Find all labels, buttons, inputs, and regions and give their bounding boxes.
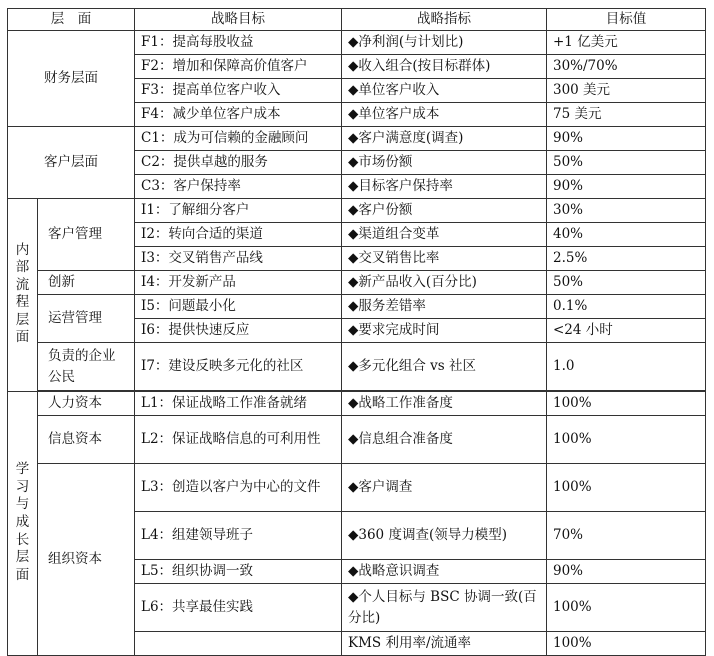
target-cell: 0.1% [547, 295, 706, 319]
target-cell: 100% [547, 632, 706, 656]
target-cell: 100% [547, 392, 706, 416]
group-internal-label: 内部流程层面 [15, 241, 30, 346]
metric-cell: ◆战略意识调查 [342, 560, 547, 584]
metric-cell: KMS 利用率/流通率 [342, 632, 547, 656]
goal-cell: I4：开发新产品 [135, 271, 342, 295]
metric-cell: ◆新产品收入(百分比) [342, 271, 547, 295]
metric-cell: ◆单位客户成本 [342, 103, 547, 127]
goal-cell: I6：提供快速反应 [135, 319, 342, 343]
target-cell: 30% [547, 199, 706, 223]
subgroup-human: 人力资本 [38, 392, 135, 416]
header-metric: 战略指标 [342, 9, 547, 31]
metric-cell: ◆服务差错率 [342, 295, 547, 319]
target-cell: +1 亿美元 [547, 31, 706, 55]
table-row [8, 464, 706, 512]
target-cell: 90% [547, 175, 706, 199]
goal-cell: C1：成为可信赖的金融顾问 [135, 127, 342, 151]
goal-cell: C3：客户保持率 [135, 175, 342, 199]
goal-cell: L6：共享最佳实践 [135, 584, 342, 632]
subgroup-innovation: 创新 [38, 271, 135, 295]
goal-cell: L3：创造以客户为中心的文件 [135, 464, 342, 512]
subgroup-customer-mgmt: 客户管理 [38, 199, 135, 271]
metric-cell: ◆渠道组合变革 [342, 223, 547, 247]
target-cell: 100% [547, 416, 706, 464]
table-row [8, 271, 706, 295]
goal-cell: L2：保证战略信息的可利用性 [135, 416, 342, 464]
goal-cell: L5：组织协调一致 [135, 560, 342, 584]
metric-cell: ◆信息组合准备度 [342, 416, 547, 464]
group-finance: 财务层面 [8, 31, 135, 127]
target-cell: 70% [547, 512, 706, 560]
goal-cell: F1：提高每股收益 [135, 31, 342, 55]
metric-cell: ◆收入组合(按目标群体) [342, 55, 547, 79]
goal-cell: L1：保证战略工作准备就绪 [135, 392, 342, 416]
target-cell: 100% [547, 464, 706, 512]
target-cell: 50% [547, 151, 706, 175]
metric-cell: ◆客户调查 [342, 464, 547, 512]
table-row [8, 295, 706, 319]
metric-cell: ◆单位客户收入 [342, 79, 547, 103]
goal-cell [135, 632, 342, 656]
goal-cell: I2：转向合适的渠道 [135, 223, 342, 247]
goal-cell: I7：建设反映多元化的社区 [135, 343, 342, 391]
table-row [8, 416, 706, 464]
subgroup-org: 组织资本 [38, 464, 135, 656]
goal-cell: F2：增加和保障高价值客户 [135, 55, 342, 79]
table-row [8, 343, 706, 391]
target-cell: 100% [547, 584, 706, 632]
metric-cell: ◆360 度调查(领导力模型) [342, 512, 547, 560]
target-cell: 90% [547, 560, 706, 584]
bsc-table [7, 8, 706, 656]
header-level: 层 面 [8, 9, 135, 31]
header-row [8, 9, 706, 31]
subgroup-operations: 运营管理 [38, 295, 135, 343]
metric-cell: ◆要求完成时间 [342, 319, 547, 343]
group-learning-label: 学习与成长层面 [15, 461, 30, 583]
metric-cell: ◆多元化组合 vs 社区 [342, 343, 547, 391]
goal-cell: L4：组建领导班子 [135, 512, 342, 560]
goal-cell: I5：问题最小化 [135, 295, 342, 319]
subgroup-social: 负责的企业公民 [38, 343, 135, 391]
target-cell: 1.0 [547, 343, 706, 391]
metric-cell: ◆市场份额 [342, 151, 547, 175]
table-row [8, 31, 706, 55]
goal-cell: F3：提高单位客户收入 [135, 79, 342, 103]
group-internal [8, 199, 38, 392]
table-row [8, 199, 706, 223]
target-cell: <24 小时 [547, 319, 706, 343]
target-cell: 90% [547, 127, 706, 151]
metric-cell: ◆客户份额 [342, 199, 547, 223]
target-cell: 50% [547, 271, 706, 295]
target-cell: 30%/70% [547, 55, 706, 79]
goal-cell: I3：交叉销售产品线 [135, 247, 342, 271]
group-learning [8, 392, 38, 656]
metric-cell: ◆交叉销售比率 [342, 247, 547, 271]
metric-cell: ◆战略工作准备度 [342, 392, 547, 416]
goal-cell: I1：了解细分客户 [135, 199, 342, 223]
target-cell: 300 美元 [547, 79, 706, 103]
metric-cell: ◆目标客户保持率 [342, 175, 547, 199]
target-cell: 40% [547, 223, 706, 247]
metric-cell: ◆客户满意度(调查) [342, 127, 547, 151]
subgroup-info: 信息资本 [38, 416, 135, 464]
metric-cell: ◆个人目标与 BSC 协调一致(百分比) [342, 584, 547, 632]
header-goal: 战略目标 [135, 9, 342, 31]
target-cell: 2.5% [547, 247, 706, 271]
table-row [8, 392, 706, 416]
goal-cell: F4：减少单位客户成本 [135, 103, 342, 127]
table-row [8, 127, 706, 151]
metric-cell: ◆净利润(与计划比) [342, 31, 547, 55]
target-cell: 75 美元 [547, 103, 706, 127]
goal-cell: C2：提供卓越的服务 [135, 151, 342, 175]
group-customer: 客户层面 [8, 127, 135, 199]
header-target: 目标值 [547, 9, 706, 31]
